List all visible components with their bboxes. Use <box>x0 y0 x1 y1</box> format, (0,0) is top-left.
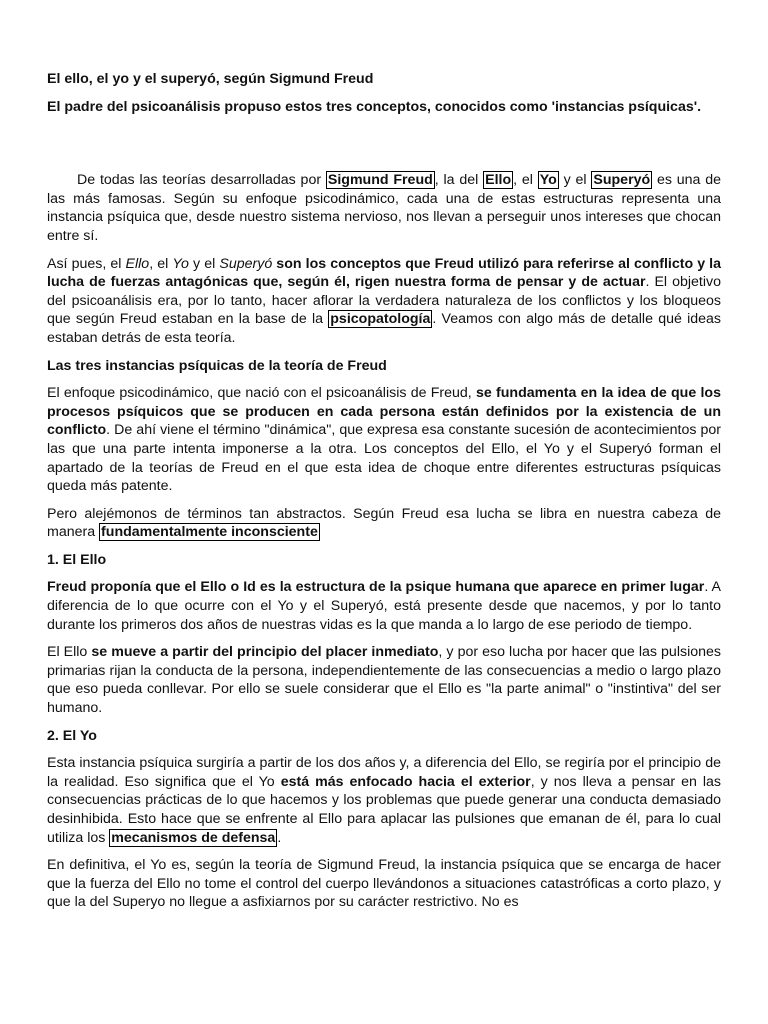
paragraph-6 <box>47 643 721 717</box>
document-page <box>47 70 721 921</box>
term-ello: Ello <box>125 255 150 272</box>
paragraph-7 <box>47 754 721 847</box>
paragraph-1 <box>47 171 721 245</box>
paragraph-3 <box>47 384 721 496</box>
text: De todas las teorías desarrolladas por <box>77 172 326 189</box>
text: Esta instancia psíquica surgiría a partir de los dos años y, a diferencia del Ello, se regiría por el principio de la realidad. Eso significa que el Yo <box>47 755 721 790</box>
highlight-text: son los conceptos que Freud utilizó para referirse al conflicto y la lucha de fuerzas antagónicas que, según él, rigen nuestra forma de pensar y de actuar <box>47 255 722 291</box>
paragraph-8: En definitiva, el Yo es, según la teoría de Sigmund Freud, la instancia psíquica que se encarga de hacer que la fuerza del Ello no tome el control del cuerpo llevándonos a situaciones catastróficas a corto plazo, y que la del Superyo no llegue a asfixiarnos por su carácter restrictivo. No es <box>47 857 721 911</box>
highlight-text: está más enfocado hacia el exterior <box>280 773 531 790</box>
heading-tres-instancias: Las tres instancias psíquicas de la teoría de Freud <box>47 357 387 374</box>
term-yo: Yo <box>172 255 189 272</box>
link-fundamentalmente-inconsciente[interactable]: fundamentalmente inconsciente <box>101 524 318 541</box>
paragraph-2 <box>47 255 721 348</box>
text: . Veamos con algo más de detalle qué ideas estaban detrás de esta teoría. <box>47 311 722 346</box>
link-ello[interactable]: Ello <box>485 172 512 189</box>
highlight-text: se mueve a partir del principio del placer inmediato <box>91 644 439 661</box>
text: . El objetivo del psicoanálisis era, por lo tanto, hacer aflorar la verdadera naturaleza de los conflictos y los bloqueos que según Freud estaban en la base de la <box>47 274 721 328</box>
heading-el-yo: 2. El Yo <box>47 727 97 744</box>
text: , y nos lleva a pensar en las consecuencias prácticas de lo que hacemos y los problemas que puede generar una conducta demasiado desinhibida. Esto hace que se enfrente al Ello para aplacar las pulsiones que emanan de él, para lo cual utiliza los <box>47 773 721 846</box>
text: . <box>277 829 282 846</box>
term-superyo: Superyó <box>219 255 273 272</box>
text: . A diferencia de lo que ocurre con el Yo y el Superyó, está presente desde que nacemos, y por lo tanto durante los primeros dos años de nuestras vidas es la que manda a lo largo de ese periodo de tiempo. <box>47 579 721 633</box>
text: , el <box>513 172 538 189</box>
heading-el-ello: 1. El Ello <box>47 551 107 568</box>
link-sigmund-freud[interactable]: Sigmund Freud <box>327 172 433 189</box>
paragraph-4 <box>47 505 721 542</box>
link-yo[interactable]: Yo <box>539 172 557 189</box>
text: y el <box>188 255 220 272</box>
text: El Ello <box>47 644 92 661</box>
page-title: El ello, el yo y el superyó, según Sigmund Freud <box>47 71 374 87</box>
text: y el <box>558 172 592 189</box>
highlight-text: se fundamenta en la idea de que los procesos psíquicos que se producen en cada persona están definidos por la existencia de un conflicto <box>47 385 721 439</box>
text: , y por eso lucha por hacer que las pulsiones primarias rijan la conducta de la persona, independientemente de las consecuencias a medio o largo plazo que eso pueda conllevar. Por ello se suele considerar que el Ello es "la parte animal" o "instintiva" del ser humano. <box>47 644 721 717</box>
text: es una de las más famosas. Según su enfoque psicodinámico, cada una de estas estructuras representa una instancia psíquica que, desde nuestro sistema nervioso, nos llevan a perseguir unos intereses que chocan entre sí. <box>47 172 722 244</box>
link-psicopatologia[interactable]: psicopatología <box>330 311 431 328</box>
text: Así pues, el <box>47 255 126 272</box>
link-mecanismos-de-defensa[interactable]: mecanismos de defensa <box>111 829 276 846</box>
link-superyo[interactable]: Superyó <box>593 172 651 189</box>
text: , la del <box>434 172 484 189</box>
spacer <box>47 125 721 171</box>
text: El enfoque psicodinámico, que nació con el psicoanálisis de Freud, <box>47 385 476 402</box>
text: . De ahí viene el término "dinámica", que expresa esa constante sucesión de acontecimientos por las que una parte intenta imponerse a la otra. Los conceptos del Ello, el Yo y el Superyó forman el apartado de la teorías de Freud en el que esta idea de choque entre diferentes estructuras psíquicas queda más patente. <box>47 422 721 495</box>
text: Pero alejémonos de términos tan abstractos. Según Freud esa lucha se libra en nuestra cabeza de manera <box>47 505 721 541</box>
page-subtitle: El padre del psicoanálisis propuso estos tres conceptos, conocidos como 'instancias psíquicas'. <box>47 98 702 115</box>
text: , el <box>149 255 173 272</box>
paragraph-5 <box>47 578 721 634</box>
highlight-text: Freud proponía que el Ello o Id es la estructura de la psique humana que aparece en primer lugar <box>47 579 705 596</box>
